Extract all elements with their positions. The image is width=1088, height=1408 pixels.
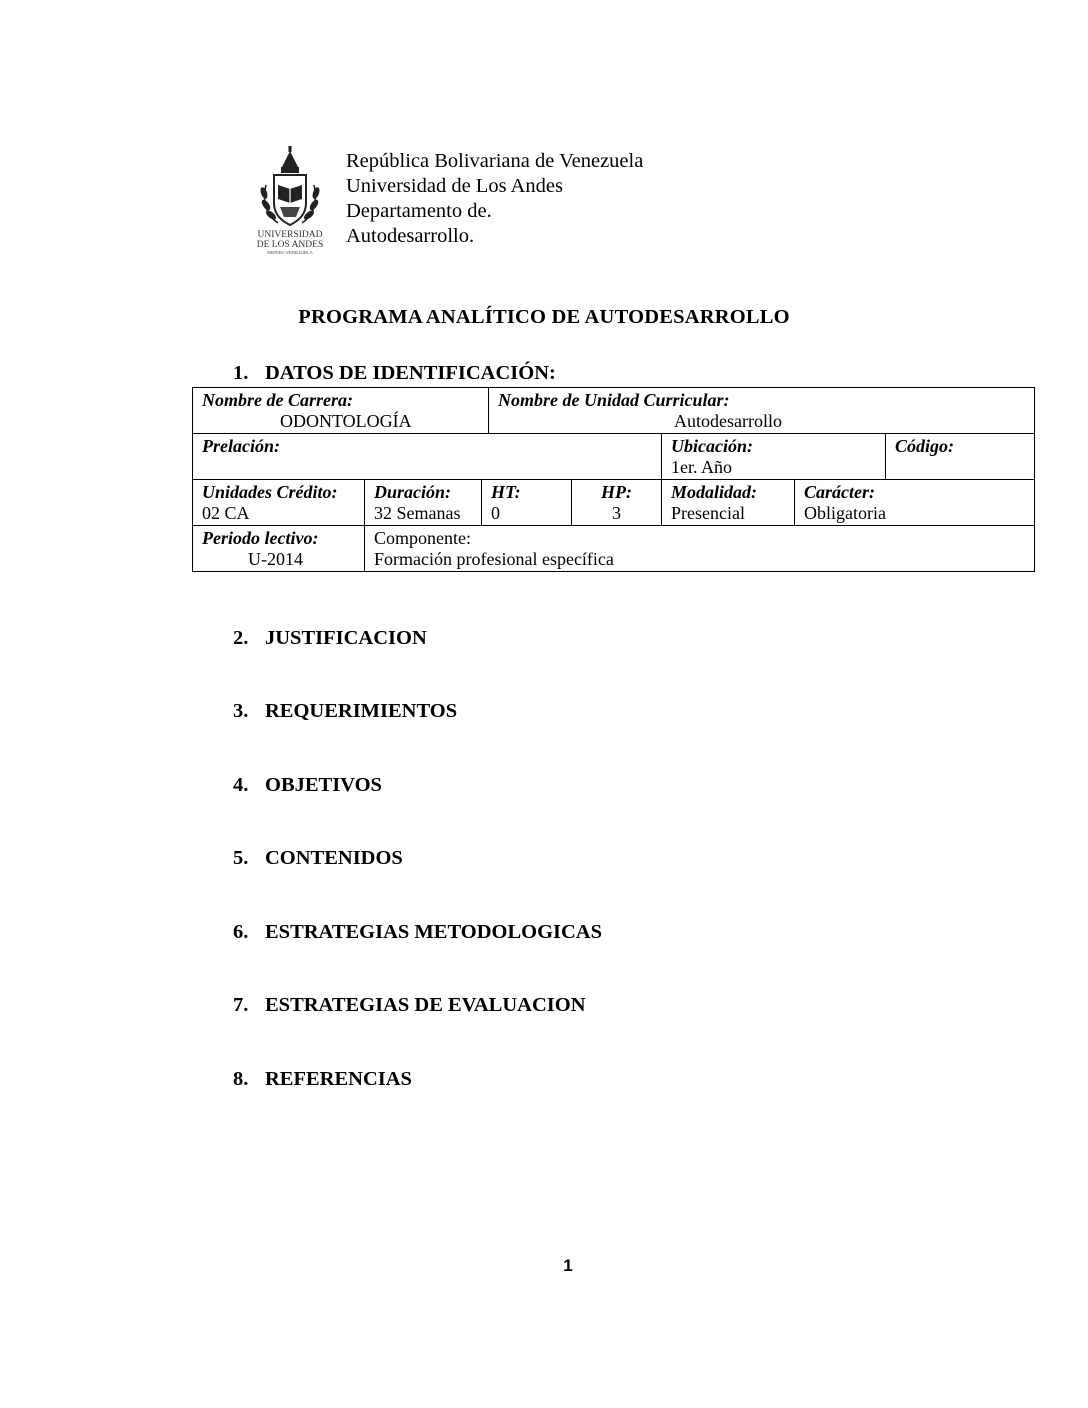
section-heading-justificacion [233,627,427,650]
ubicacion-label: Ubicación: [671,436,754,456]
section-label: ESTRATEGIAS METODOLOGICAS [265,921,603,943]
logo-text-line2: DE LOS ANDES [256,240,324,250]
cell-prelacion [193,434,662,480]
section-label: ESTRATEGIAS DE EVALUACION [265,994,586,1016]
ht-value: 0 [491,503,500,523]
caracter-label: Carácter: [804,482,876,502]
page-number: 1 [563,1256,573,1275]
hp-label: HP: [601,482,633,502]
table-row-periodo [193,526,1035,572]
section-label: REQUERIMIENTOS [265,700,458,722]
section-label: JUSTIFICACION [265,627,427,649]
header-line-country: República Bolivariana de Venezuela [346,150,644,172]
unidad-value: Autodesarrollo [674,411,783,431]
section-heading-identification [233,362,556,385]
institution-header [346,149,643,249]
cell-hp [572,480,662,526]
logo-text-line1: UNIVERSIDAD [257,230,323,240]
document-title: PROGRAMA ANALÍTICO DE AUTODESARROLLO [298,306,790,328]
section-heading-referencias [233,1068,412,1091]
section-label: REFERENCIAS [265,1068,412,1090]
carrera-value: ODONTOLOGÍA [280,411,412,431]
table-row-carrera [193,388,1035,434]
cell-ht [482,480,572,526]
section-number: 5. [233,847,249,869]
cell-duracion [365,480,482,526]
cell-creditos [193,480,365,526]
hp-value: 3 [612,503,622,523]
codigo-label: Código: [895,436,955,456]
header-line-department: Departamento de. [346,200,492,222]
section-heading-requerimientos [233,700,457,723]
cell-modalidad [662,480,795,526]
componente-value: Formación profesional específica [374,549,614,569]
duracion-label: Duración: [374,482,452,502]
cell-codigo [886,434,1035,480]
creditos-value: 02 CA [202,503,250,523]
cell-ubicacion [662,434,886,480]
university-seal-logo-icon [252,145,328,257]
periodo-value: U-2014 [248,549,303,569]
logo-text-line3: MERIDA VENEZUELA [267,250,313,255]
cell-unidad-curricular [489,388,1035,434]
section-label: OBJETIVOS [265,774,382,796]
periodo-label: Periodo lectivo: [202,528,319,548]
ht-label: HT: [491,482,521,502]
header-line-unit: Autodesarrollo. [346,225,475,247]
table-row-creditos [193,480,1035,526]
caracter-value: Obligatoria [804,503,887,523]
modalidad-value: Presencial [671,503,745,523]
section-number: 2. [233,627,249,649]
unidad-label: Nombre de Unidad Curricular: [498,390,730,410]
prelacion-label: Prelación: [202,436,280,456]
section-number: 8. [233,1068,249,1090]
modalidad-label: Modalidad: [671,482,758,502]
header-line-university: Universidad de Los Andes [346,175,563,197]
componente-label: Componente: [374,528,471,548]
section-heading-contenidos [233,847,403,870]
ubicacion-value: 1er. Año [671,457,733,477]
section-number: 7. [233,994,249,1016]
cell-componente [365,526,1035,572]
section-number: 1. [233,362,249,384]
cell-periodo [193,526,365,572]
table-row-prelacion [193,434,1035,480]
carrera-label: Nombre de Carrera: [202,390,353,410]
section-label: DATOS DE IDENTIFICACIÓN: [265,362,556,384]
section-label: CONTENIDOS [265,847,403,869]
cell-carrera [193,388,489,434]
duracion-value: 32 Semanas [374,503,461,523]
section-number: 3. [233,700,249,722]
section-heading-objetivos [233,774,382,797]
section-number: 4. [233,774,249,796]
identification-table [192,387,1035,572]
creditos-label: Unidades Crédito: [202,482,338,502]
section-number: 6. [233,921,249,943]
section-heading-estrategias-evaluacion [233,994,586,1017]
cell-caracter [795,480,1035,526]
section-heading-estrategias-metodologicas [233,921,602,944]
